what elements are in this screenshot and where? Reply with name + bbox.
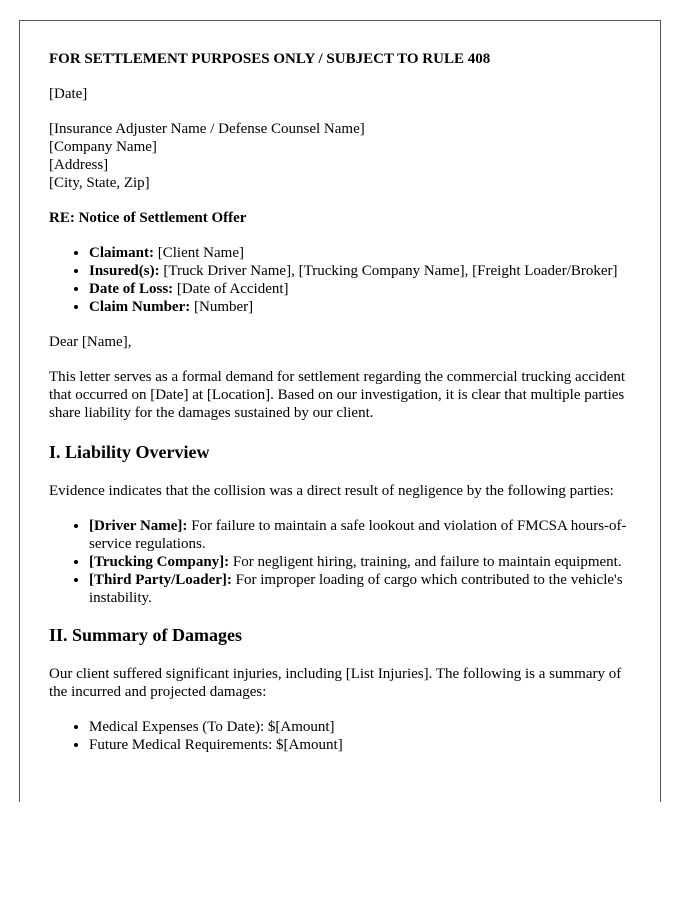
liability-list <box>49 517 639 607</box>
liability-label: [Trucking Company]: <box>89 554 230 570</box>
damages-item-medical: • Medical Expenses (To Date): $[Amount] <box>89 718 639 736</box>
liability-value: For improper loading of cargo which contributed to the vehicle's instability. <box>89 572 623 606</box>
liability-intro: Evidence indicates that the collision was a direct result of negligence by the following parties: <box>49 483 614 499</box>
intro-paragraph: This letter serves as a formal demand for settlement regarding the commercial trucking accident that occurred on [Date] at [Location]. Based on our investigation, it is clear that multiple parties share liability for the damages sustained by our client. <box>49 369 626 421</box>
liability-value: For negligent hiring, training, and failure to maintain equipment. <box>229 554 622 570</box>
damages-intro: Our client suffered significant injuries, including [List Injuries]. The following is a summary of the incurred and projected damages: <box>49 666 622 700</box>
claim-detail-claimant <box>89 244 639 262</box>
damages-item-future-medical: • Future Medical Requirements: $[Amount] <box>89 736 639 754</box>
liability-label: [Driver Name]: <box>89 518 188 534</box>
claim-value: [Date of Accident] <box>173 281 289 297</box>
letter-page <box>19 20 661 802</box>
settlement-header: FOR SETTLEMENT PURPOSES ONLY / SUBJECT TO RULE 408 <box>49 51 491 67</box>
claim-label: Date of Loss: <box>89 281 174 297</box>
liability-heading: I. Liability Overview <box>49 442 210 462</box>
liability-value: For failure to maintain a safe lookout and violation of FMCSA hours-of-service regulations. <box>89 518 627 552</box>
claim-value: [Number] <box>190 299 254 315</box>
recipient-city: [City, State, Zip] <box>49 175 150 191</box>
letter-content <box>49 50 639 754</box>
subject-line: RE: Notice of Settlement Offer <box>49 210 247 226</box>
claim-label: Claimant: <box>89 245 154 261</box>
claim-detail-insured <box>89 262 639 280</box>
claim-detail-date-of-loss <box>89 280 639 298</box>
claim-value: [Client Name] <box>154 245 244 261</box>
salutation: Dear [Name], <box>49 334 132 350</box>
damages-list <box>49 718 639 754</box>
claim-details-list <box>49 244 639 316</box>
claim-label: Claim Number: <box>89 299 191 315</box>
liability-item-driver <box>89 517 639 553</box>
liability-label: [Third Party/Loader]: <box>89 572 232 588</box>
liability-item-company <box>89 553 639 571</box>
letter-date: [Date] <box>49 86 88 102</box>
recipient-street: [Address] <box>49 157 109 173</box>
claim-value: [Truck Driver Name], [Trucking Company Name], [Freight Loader/Broker] <box>159 263 618 279</box>
recipient-company: [Company Name] <box>49 139 157 155</box>
liability-item-loader <box>89 571 639 607</box>
recipient-address <box>49 120 639 192</box>
recipient-name: [Insurance Adjuster Name / Defense Counsel Name] <box>49 121 365 137</box>
damages-heading: II. Summary of Damages <box>49 625 242 645</box>
claim-detail-claim-number <box>89 298 639 316</box>
claim-label: Insured(s): <box>89 263 160 279</box>
